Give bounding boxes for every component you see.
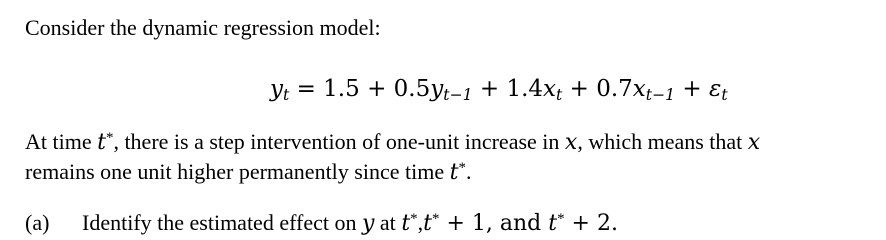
intro-text: Consider the dynamic regression model: [25,15,381,40]
para-text-2a: remains one unit higher permanently since time [25,159,450,184]
para-tstar-2: t [449,160,459,185]
para-tstar-2-sup: * [458,160,466,177]
question-t2-sup: * [431,211,440,228]
para-x-var-2: x [747,130,761,155]
para-x-var: x [564,130,578,155]
eq-part-2: + 1.4 [472,76,544,102]
question-t3-sup: * [557,211,565,228]
para-text-1c: , which means that [577,129,748,154]
eq-y: y [270,76,283,102]
para-text-2b: . [465,159,472,184]
regression-equation [270,74,728,104]
eq-epsilon: ε [708,76,722,102]
eq-part-3: + 0.7 [562,76,633,102]
eq-x: x [543,76,557,102]
question-text-a: Identify the estimated effect on [82,210,362,235]
question-t2: t [423,211,432,236]
question-comma: , [417,210,424,235]
eq-y-lag: y [430,76,444,102]
question-t1-sup: * [410,211,418,228]
question-plus-1: + 1, and [439,211,549,236]
question-text-b: at [374,210,402,235]
paragraph-line-2 [25,158,471,187]
eq-part-4: + [675,76,709,102]
eq-x-lag-sub: t−1 [645,85,676,105]
question-t1: t [401,211,411,236]
para-tstar: t [97,130,106,155]
eq-x-lag: x [632,76,646,102]
eq-epsilon-sub: t [721,85,728,105]
para-text-1b: , there is a step intervention of one-unit increase in [113,129,565,154]
eq-x-sub: t [556,85,563,105]
question-y-var: y [361,211,375,236]
paragraph-line-1 [25,128,760,157]
para-text-1a: At time [25,129,98,154]
question-t3: t [548,211,558,236]
para-tstar-sup: * [105,130,114,147]
eq-part-1: = 1.5 + 0.5 [289,76,431,102]
question-label: (a) [25,210,50,235]
eq-y-sub: t [283,85,290,105]
question-plus-2: + 2. [564,211,618,236]
question-a [25,209,618,238]
eq-y-lag-sub: t−1 [443,85,473,105]
